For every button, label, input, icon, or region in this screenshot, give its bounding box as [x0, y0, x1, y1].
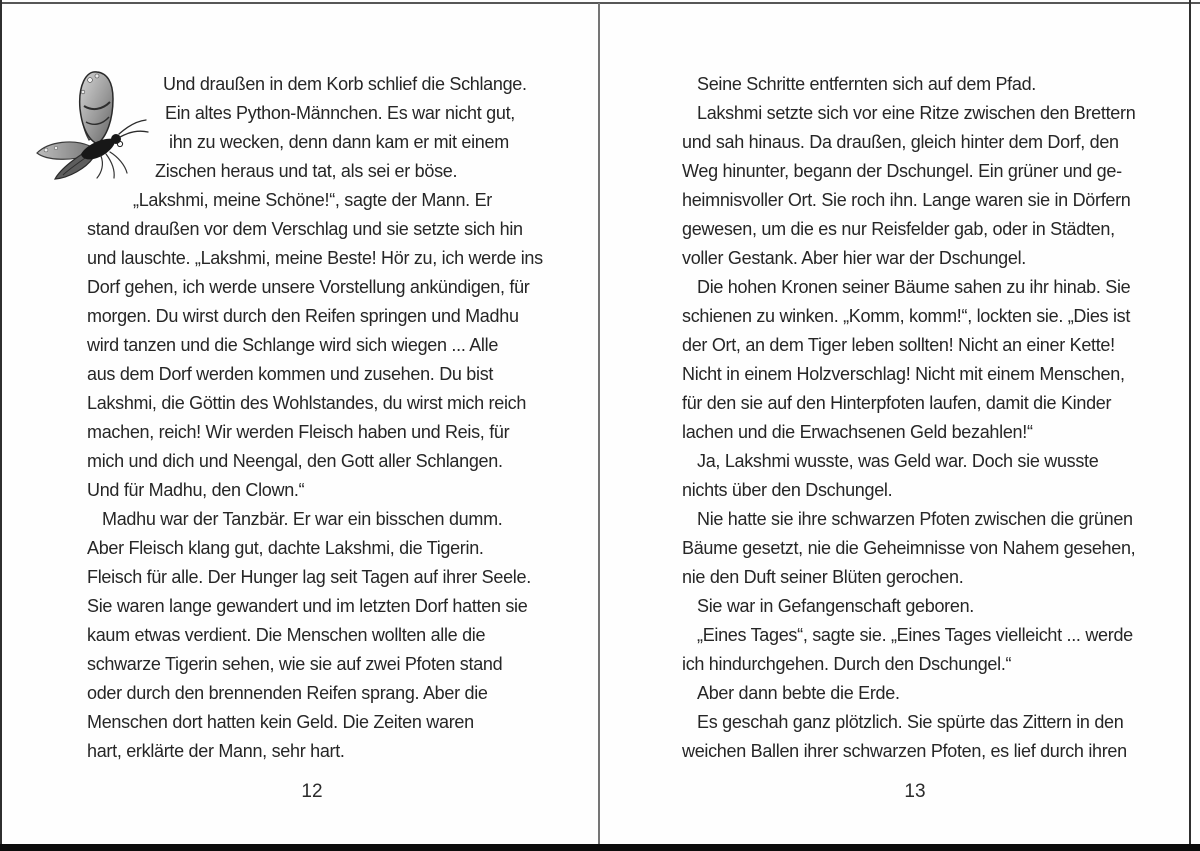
text-line: weichen Ballen ihrer schwarzen Pfoten, es lief durch ihren	[682, 741, 1127, 761]
text-line: Und für Madhu, den Clown.“	[87, 480, 305, 500]
text-line: Sie war in Gefangenschaft geboren.	[697, 596, 974, 616]
text-line: nie den Duft seiner Blüten gerochen.	[682, 567, 964, 587]
text-line: morgen. Du wirst durch den Reifen springen und Madhu	[87, 306, 519, 326]
text-line: Zischen heraus und tat, als sei er böse.	[155, 161, 458, 181]
text-line: „Lakshmi, meine Schöne!“, sagte der Mann. Er	[133, 190, 492, 210]
left-page-number: 12	[301, 781, 323, 802]
text-line: Nicht in einem Holzverschlag! Nicht mit einem Menschen,	[682, 364, 1125, 384]
text-line: nichts über den Dschungel.	[682, 480, 893, 500]
text-line: für den sie auf den Hinterpfoten laufen, damit die Kinder	[682, 393, 1112, 413]
paragraph	[87, 70, 549, 186]
text-line: Aber Fleisch klang gut, dachte Lakshmi, die Tigerin.	[87, 538, 484, 558]
paragraph	[682, 621, 1152, 679]
paragraph	[682, 679, 1152, 708]
text-line: aus dem Dorf werden kommen und zusehen. Du bist	[87, 364, 494, 384]
text-line: schwarze Tigerin sehen, wie sie auf zwei Pfoten stand	[87, 654, 503, 674]
text-line: stand draußen vor dem Verschlag und sie setzte sich hin	[87, 219, 523, 239]
text-line: Nie hatte sie ihre schwarzen Pfoten zwischen die grünen	[697, 509, 1133, 529]
text-line: „Eines Tages“, sagte sie. „Eines Tages vielleicht ... werde	[697, 625, 1133, 645]
bottom-edge-bar	[0, 844, 1200, 851]
text-line: Lakshmi setzte sich vor eine Ritze zwischen den Brettern	[697, 103, 1136, 123]
text-line: Ja, Lakshmi wusste, was Geld war. Doch sie wusste	[697, 451, 1099, 471]
page-top-edge	[0, 2, 1200, 4]
text-line: Dorf gehen, ich werde unsere Vorstellung ankündigen, für	[87, 277, 530, 297]
text-line: Ein altes Python-Männchen. Es war nicht gut,	[165, 103, 515, 123]
text-line: Madhu war der Tanzbär. Er war ein bisschen dumm.	[102, 509, 503, 529]
paragraph	[87, 186, 549, 505]
text-line: Bäume gesetzt, nie die Geheimnisse von Nahem gesehen,	[682, 538, 1136, 558]
page-gutter-divider	[598, 3, 600, 844]
text-line: wird tanzen und die Schlange wird sich wiegen ... Alle	[87, 335, 499, 355]
paragraph	[682, 447, 1152, 505]
paragraph	[682, 708, 1152, 766]
paragraph	[682, 273, 1152, 447]
text-line: hart, erklärte der Mann, sehr hart.	[87, 741, 345, 761]
left-page-text	[87, 70, 549, 766]
text-line: Und draußen in dem Korb schlief die Schlange.	[163, 74, 527, 94]
text-line: oder durch den brennenden Reifen sprang. Aber die	[87, 683, 488, 703]
text-line: Sie waren lange gewandert und im letzten Dorf hatten sie	[87, 596, 528, 616]
text-line: machen, reich! Wir werden Fleisch haben und Reis, für	[87, 422, 510, 442]
text-line: ich hindurchgehen. Durch den Dschungel.“	[682, 654, 1012, 674]
right-page-number: 13	[904, 781, 926, 802]
text-line: Fleisch für alle. Der Hunger lag seit Tagen auf ihrer Seele.	[87, 567, 531, 587]
text-line: und lauschte. „Lakshmi, meine Beste! Hör zu, ich werde ins	[87, 248, 543, 268]
text-line: voller Gestank. Aber hier war der Dschungel.	[682, 248, 1026, 268]
text-line: Aber dann bebte die Erde.	[697, 683, 900, 703]
paragraph	[682, 592, 1152, 621]
text-line: der Ort, an dem Tiger leben sollten! Nicht an einer Kette!	[682, 335, 1115, 355]
text-line: kaum etwas verdient. Die Menschen wollten alle die	[87, 625, 486, 645]
text-line: Menschen dort hatten kein Geld. Die Zeiten waren	[87, 712, 474, 732]
text-line: heimnisvoller Ort. Sie roch ihn. Lange waren sie in Dörfern	[682, 190, 1131, 210]
right-page-text	[682, 70, 1152, 766]
text-line: und sah hinaus. Da draußen, gleich hinter dem Dorf, den	[682, 132, 1119, 152]
text-line: Lakshmi, die Göttin des Wohlstandes, du wirst mich reich	[87, 393, 527, 413]
paragraph	[682, 70, 1152, 99]
text-line: Es geschah ganz plötzlich. Sie spürte das Zittern in den	[697, 712, 1124, 732]
text-line: lachen und die Erwachsenen Geld bezahlen!“	[682, 422, 1033, 442]
text-line: schienen zu winken. „Komm, komm!“, lockten sie. „Dies ist	[682, 306, 1131, 326]
text-line: Die hohen Kronen seiner Bäume sahen zu ihr hinab. Sie	[697, 277, 1131, 297]
paragraph	[682, 99, 1152, 273]
text-line: mich und dich und Neengal, den Gott aller Schlangen.	[87, 451, 503, 471]
page-right-edge	[1189, 0, 1191, 851]
text-line: gewesen, um die es nur Reisfelder gab, oder in Städten,	[682, 219, 1115, 239]
text-line: ihn zu wecken, denn dann kam er mit einem	[169, 132, 509, 152]
page-left-edge	[0, 0, 2, 851]
text-line: Seine Schritte entfernten sich auf dem Pfad.	[697, 74, 1037, 94]
text-line: Weg hinunter, begann der Dschungel. Ein grüner und ge-	[682, 161, 1122, 181]
paragraph	[682, 505, 1152, 592]
paragraph	[87, 505, 549, 766]
